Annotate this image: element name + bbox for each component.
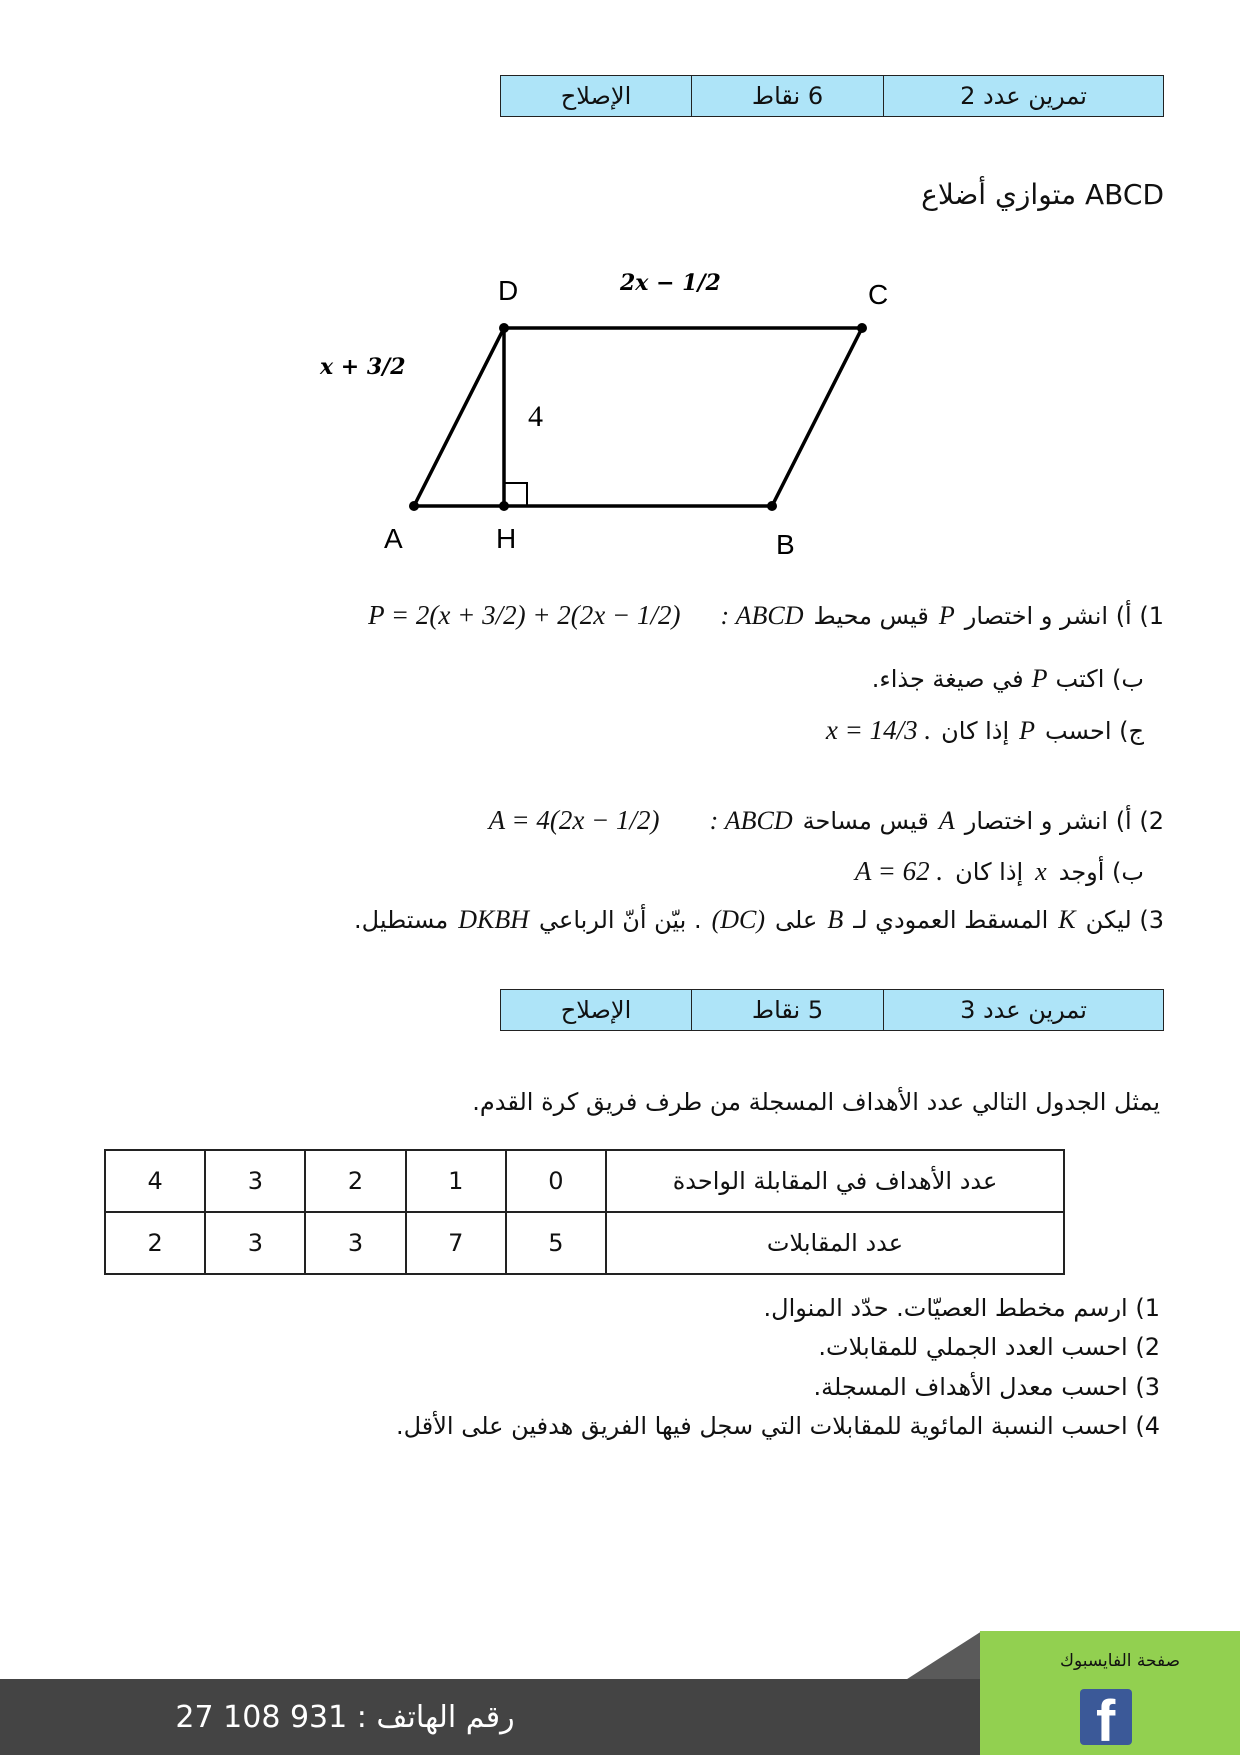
cell: 3 xyxy=(305,1212,405,1274)
exercise-points: 5 نقاط xyxy=(691,990,883,1030)
task-4: 4) احسب النسبة المائوية للمقابلات التي سجل فيها الفريق هدفين على الأقل. xyxy=(395,1412,1160,1440)
question-2b: ب) أوجد x إذا كان A = 62 . xyxy=(854,856,1144,886)
label-b: B xyxy=(776,529,795,560)
side-ad-label: x + 3/2 xyxy=(320,354,406,380)
cell: 3 xyxy=(205,1212,305,1274)
perimeter-formula: P = 2(x + 3/2) + 2(2x − 1/2) xyxy=(368,600,681,630)
row-header: عدد الأهداف في المقابلة الواحدة xyxy=(606,1150,1064,1212)
facebook-label: صفحة الفايسبوك xyxy=(1059,1651,1180,1671)
goals-table xyxy=(104,1149,1065,1275)
task-2: 2) احسب العدد الجملي للمقابلات. xyxy=(818,1333,1160,1361)
question-3: 3) ليكن K المسقط العمودي لـ B على (DC) . بيّن أنّ الرباعي DKBH مستطيل. xyxy=(354,905,1164,934)
cell: 2 xyxy=(105,1212,205,1274)
side-dc-label: 2x − 1/2 xyxy=(620,270,721,296)
area-formula: A = 4(2x − 1/2) xyxy=(488,805,660,835)
cell: 3 xyxy=(205,1150,305,1212)
label-h: H xyxy=(496,523,517,554)
correction-link[interactable]: الإصلاح xyxy=(560,996,632,1024)
question-1a: 1) أ) انشر و اختصار P قيس محيط ABCD : P = 2(x + 3/2) + 2(2x − 1/2) xyxy=(368,600,1164,630)
footer-bar xyxy=(0,1679,980,1755)
table-row xyxy=(105,1212,1064,1274)
footer-corner-triangle xyxy=(900,1631,982,1681)
cell: 7 xyxy=(406,1212,506,1274)
cell: 5 xyxy=(506,1212,606,1274)
cell: 4 xyxy=(105,1150,205,1212)
task-1: 1) ارسم مخطط العصيّات. حدّد المنوال. xyxy=(763,1294,1160,1322)
cell: 1 xyxy=(406,1150,506,1212)
question-1c: ج) احسب P إذا كان x = 14/3 . xyxy=(825,715,1144,745)
exercise2-header xyxy=(500,75,1164,117)
label-c: C xyxy=(868,279,889,310)
height-label: 4 xyxy=(528,400,543,433)
exercise3-intro: يمثل الجدول التالي عدد الأهداف المسجلة من طرف فريق كرة القدم. xyxy=(472,1088,1160,1116)
exercise-title: تمرين عدد 2 xyxy=(883,76,1163,116)
row-header: عدد المقابلات xyxy=(606,1212,1064,1274)
task-3: 3) احسب معدل الأهداف المسجلة. xyxy=(813,1373,1160,1401)
question-2a: 2) أ) انشر و اختصار A قيس مساحة ABCD : A = 4(2x − 1/2) xyxy=(488,805,1164,835)
question-1b: ب) اكتب P في صيغة جذاء. xyxy=(871,664,1144,693)
table-row xyxy=(105,1150,1064,1212)
exercise-title: تمرين عدد 3 xyxy=(883,990,1163,1030)
exercise2-intro: ABCD متوازي أضلاع xyxy=(921,178,1164,211)
phone-number: رقم الهاتف : 931 108 27 xyxy=(175,1699,515,1735)
x-value-formula: x = 14/3 . xyxy=(825,715,932,745)
area-value-formula: A = 62 . xyxy=(854,856,944,886)
exercise3-header xyxy=(500,989,1164,1031)
cell: 2 xyxy=(305,1150,405,1212)
label-a: A xyxy=(384,523,403,554)
parallelogram-figure xyxy=(320,240,930,570)
exercise-points: 6 نقاط xyxy=(691,76,883,116)
facebook-panel[interactable] xyxy=(980,1631,1240,1755)
facebook-icon[interactable]: f xyxy=(1080,1689,1132,1745)
cell: 0 xyxy=(506,1150,606,1212)
correction-link[interactable]: الإصلاح xyxy=(560,82,632,110)
label-d: D xyxy=(498,275,519,306)
parallelogram-abcd xyxy=(414,328,862,506)
